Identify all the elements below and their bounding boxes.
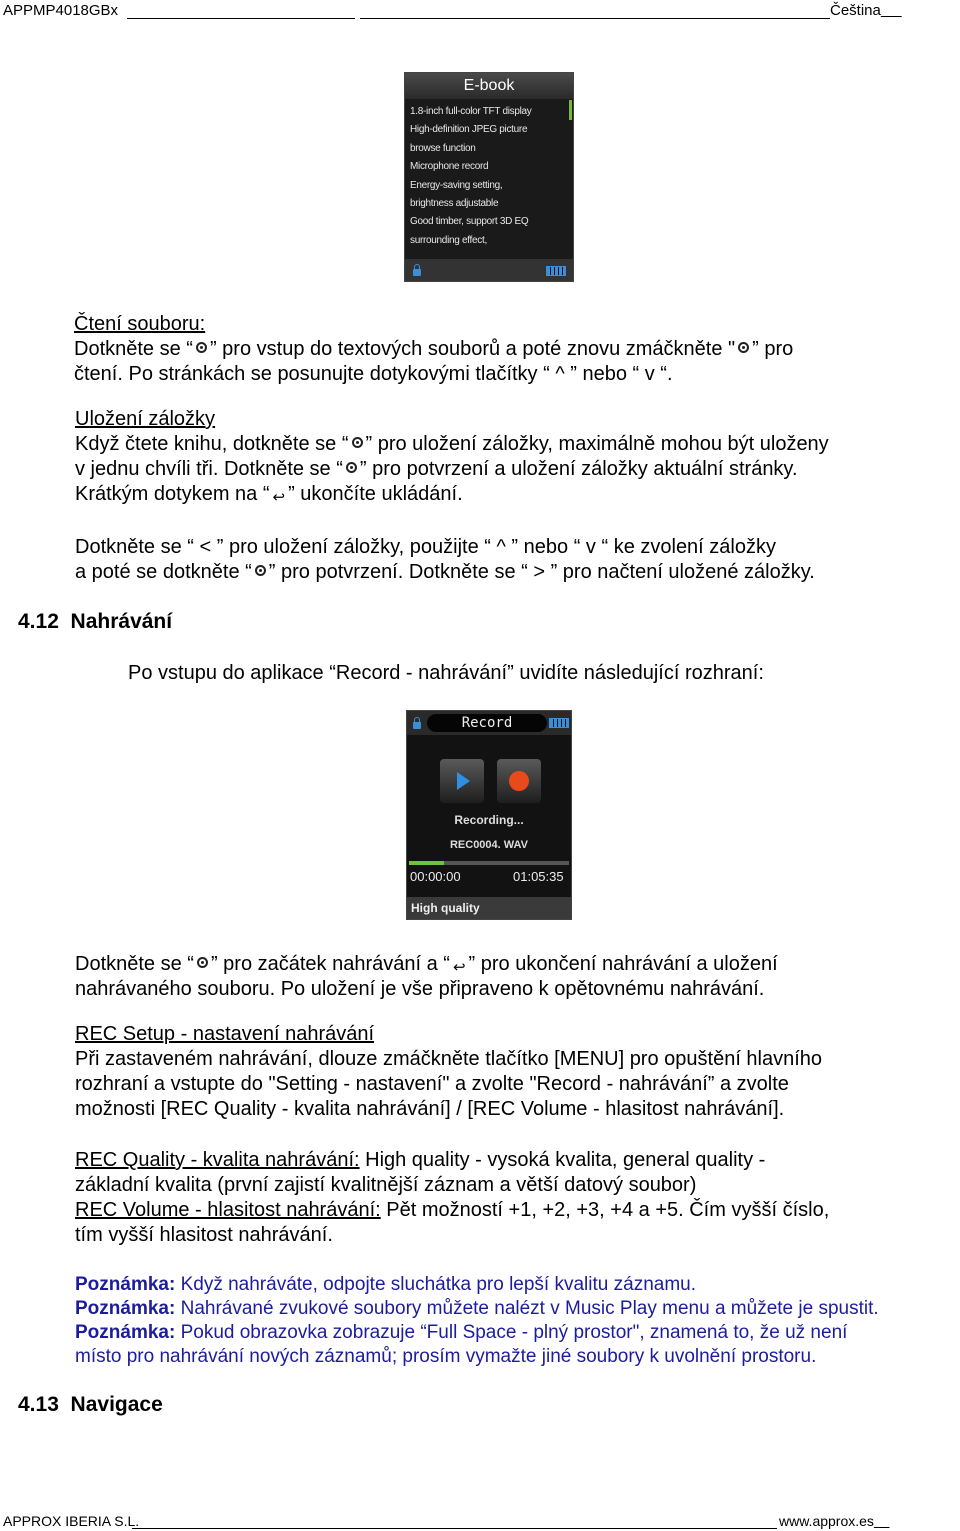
time-total: 01:05:35 [513, 869, 564, 884]
rec-quality-heading: REC Quality - kvalita nahrávání: [75, 1149, 360, 1171]
recording-status: Recording... [454, 813, 524, 827]
back-icon: ↩ [452, 959, 466, 976]
record-icon [497, 759, 541, 803]
note-1: Poznámka: Když nahráváte, odpojte sluchátka pro lepší kvalitu záznamu. [75, 1274, 696, 1295]
bookmark-line-4: Dotkněte se “ < ” pro uložení záložky, použijte “ ^ ” nebo “ v “ ke zvolení záložky [75, 536, 776, 558]
ebook-status-bar [405, 259, 573, 281]
record-title-bar [407, 711, 571, 735]
bookmark-line-5: a poté se dotkněte “ ” pro potvrzení. Dotkněte se “ > ” pro načtení uložené záložky. [75, 561, 815, 583]
play-icon [440, 759, 484, 803]
rec-quality-line-2: základní kvalita (první zajistí kvalitnější záznam a větší datový soubor) [75, 1174, 697, 1196]
record-progress-track [409, 861, 569, 865]
ok-icon [197, 957, 208, 968]
record-filename: REC0004. WAV [449, 839, 529, 851]
section-4-13-heading: 4.13 Navigace [18, 1393, 163, 1416]
ebook-line: 1.8-inch full-color TFT display [410, 106, 532, 117]
battery-icon [546, 266, 566, 276]
lock-icon [413, 722, 421, 729]
record-text-line-1: Dotkněte se “ ” pro začátek nahrávání a “ ↩ ” pro ukončení nahrávání a uložení [75, 952, 778, 980]
rec-volume-heading: REC Volume - hlasitost nahrávání: [75, 1199, 381, 1221]
record-text-line-2: nahrávaného souboru. Po uložení je vše připraveno k opětovnému nahrávání. [75, 978, 765, 1000]
footer-right: www.approx.es [779, 1513, 874, 1529]
section-4-12-heading: 4.12 Nahrávání [18, 610, 173, 633]
play-button[interactable] [440, 759, 484, 803]
ebook-text-block [410, 103, 532, 250]
rec-setup-heading: REC Setup - nastavení nahrávání [75, 1023, 375, 1045]
ebook-line: brightness adjustable [410, 198, 499, 210]
bookmark-heading: Uložení záložky [75, 408, 216, 430]
note-3-continued: místo pro nahrávání nových záznamů; prosím vymažte jiné soubory k uvolnění prostoru. [75, 1346, 817, 1367]
back-icon: ↩ [272, 489, 286, 506]
reading-line-2: čtení. Po stránkách se posunujte dotykovými tlačítky “ ^ ” nebo “ v “. [74, 363, 673, 385]
bookmark-line-3: Krátkým dotykem na “ ↩ ” ukončíte ukládání. [75, 482, 463, 510]
ebook-screenshot [404, 72, 574, 282]
ebook-line: browse function [410, 142, 476, 154]
time-elapsed: 00:00:00 [410, 869, 461, 884]
footer-rule [132, 1528, 777, 1529]
bookmark-line-2: v jednu chvíli tři. Dotkněte se “ ” pro potvrzení a uložení záložky aktuální stránky. [75, 458, 798, 480]
battery-icon [549, 718, 569, 728]
ok-icon [346, 462, 357, 473]
rec-volume-line-1: REC Volume - hlasitost nahrávání: Pět možností +1, +2, +3, +4 a +5. Čím vyšší číslo, [75, 1199, 830, 1221]
rec-setup-line-2: rozhraní a vstupte do "Setting - nastavení" a zvolte "Record - nahrávání” a zvolte [75, 1073, 789, 1095]
record-progress-fill [409, 861, 444, 865]
ebook-scrollbar [569, 100, 572, 120]
rec-setup-line-3: možnosti [REC Quality - kvalita nahrávání] / [REC Volume - hlasitost nahrávání]. [75, 1098, 785, 1120]
ebook-line: Energy-saving setting, [410, 179, 503, 191]
record-screen-title: Record [427, 714, 547, 732]
footer-left: APPROX IBERIA S.L. [3, 1513, 140, 1529]
record-quality: High quality [407, 897, 571, 919]
header-left: APPMP4018GBx [3, 2, 119, 19]
lock-icon [413, 269, 421, 276]
rec-quality-line-1: REC Quality - kvalita nahrávání: High quality - vysoká kvalita, general quality - [75, 1149, 766, 1171]
ebook-line: Microphone record [410, 161, 489, 173]
ebook-line: Good timber, support 3D EQ [410, 216, 529, 228]
header-rule-2 [360, 18, 830, 19]
ok-icon [738, 342, 749, 353]
rec-setup-line-1: Při zastaveném nahrávání, dlouze zmáčkněte tlačítko [MENU] pro opuštění hlavního [75, 1048, 823, 1070]
ok-icon [352, 437, 363, 448]
ebook-line: surrounding effect, [410, 234, 487, 246]
ebook-screen-title: E-book [405, 73, 573, 99]
reading-heading: Čtení souboru: [74, 313, 206, 335]
header-rule-1 [127, 18, 355, 19]
record-intro: Po vstupu do aplikace “Record - nahrávání” uvidíte následující rozhraní: [128, 662, 764, 684]
bookmark-line-1: Když čtete knihu, dotkněte se “ ” pro uložení záložky, maximálně mohou být uloženy [75, 433, 829, 455]
ebook-line: High-definition JPEG picture [410, 124, 528, 136]
record-button[interactable] [497, 759, 541, 803]
note-3: Poznámka: Pokud obrazovka zobrazuje “Full Space - plný prostor", znamená to, že už není [75, 1322, 848, 1343]
ok-icon [255, 565, 266, 576]
note-2: Poznámka: Nahrávané zvukové soubory můžete nalézt v Music Play menu a můžete je spustit. [75, 1298, 879, 1319]
rec-volume-line-2: tím vyšší hlasitost nahrávání. [75, 1224, 333, 1246]
header-right: Čeština [830, 2, 881, 19]
reading-line-1: Dotkněte se “ ” pro vstup do textových souborů a poté znovu zmáčkněte " ” pro [74, 338, 794, 360]
ok-icon [196, 342, 207, 353]
record-screenshot [406, 710, 572, 920]
